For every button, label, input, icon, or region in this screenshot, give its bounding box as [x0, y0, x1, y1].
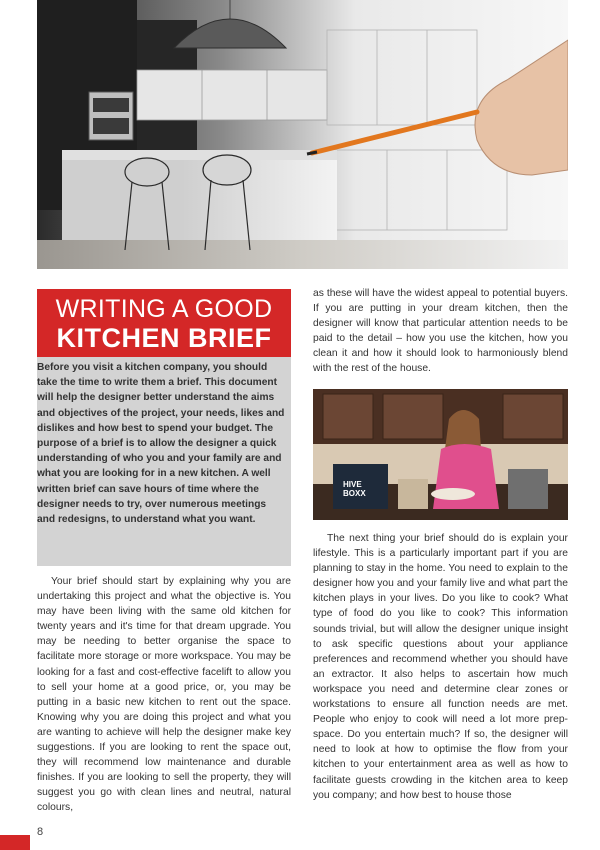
- body-right-top: [313, 286, 568, 377]
- title-line-2: KITCHEN BRIEF: [56, 323, 272, 353]
- hive-box-label-line2: BOXX: [343, 489, 366, 498]
- hive-box-label-line1: HIVE: [343, 480, 362, 489]
- woman-in-kitchen-illustration: [313, 389, 568, 520]
- body-left-column: [37, 574, 291, 816]
- page-corner-accent: [0, 835, 30, 850]
- title-band: [37, 289, 291, 357]
- intro-box: [37, 357, 291, 566]
- body-right-top-text: as these will have the widest appeal to potential buyers. If you are putting in your dream kitchen, then the designer will know that particular attention needs to be paid to the detail – how you use the kitchen, how you clean it and how it should look to harmoniously blend with the rest of the house.: [313, 288, 568, 375]
- hive-box-label: [343, 480, 366, 498]
- body-right-text: The next thing your brief should do is explain your lifestyle. This is a particularly important part if you are planning to stay in the home. You need to explain to the designer how you and your family live and what part the kitchen plays in your lives. Do you like to cook? What type of food do you like to cook? This information sounds trivial, but will allow the designer unique insight to ask specific questions about your appliance preferences and recommend whether you should have an extractor. It also helps to ascertain how much workspace you need and determine clear zones or workstations to ensure all function needs are met. People who enjoy to cook will need a lot more prep-space. Do you entertain much? If so, the designer will need to look at how to optimise the flow from your kitchen to your entertainment area as well as how to facilitate guests crowding in the kitchen area to keep you company; and how best to house those: [313, 533, 568, 801]
- intro-text: Before you visit a kitchen company, you should take the time to write them a brief. This document will help the designer better understand the aims and objectives of the project, your needs, likes and dislikes and how best to spend your budget. The purpose of a brief is to allow the designer a quick understanding of who you and your family are and what you are looking for in a new kitchen. A well written brief can save hours of time where the designer needs to try, over numerous meetings and redesigns, to understand what you want.: [37, 362, 285, 526]
- body-left-text: Your brief should start by explaining why you are undertaking this project and what the objective is. You may have been living with the same old kitchen for twenty years and it's time for that dream upgrade. You may be needing to better organise the space to facilitate more storage or more workspace. You may be looking for a fast and cost-effective facelift to allow you to sell your home at a good price, or, you may be putting in a basic new kitchen to rent out the space. Knowing why you are doing this project and what you are wanting to achieve will help the designer make key suggestions. If you are looking to rent the space out, they will recommend low maintenance and durable finishes. If you are looking to sell the property, they will suggest you go with clean lines and neutral, natural colours,: [37, 576, 291, 814]
- kitchen-photo: [313, 389, 568, 520]
- body-right-column: [313, 531, 568, 803]
- kitchen-sketch-illustration: [37, 0, 568, 269]
- hero-kitchen-image: [37, 0, 568, 269]
- page-number: 8: [37, 826, 44, 838]
- title-line-1: WRITING A GOOD: [55, 295, 273, 323]
